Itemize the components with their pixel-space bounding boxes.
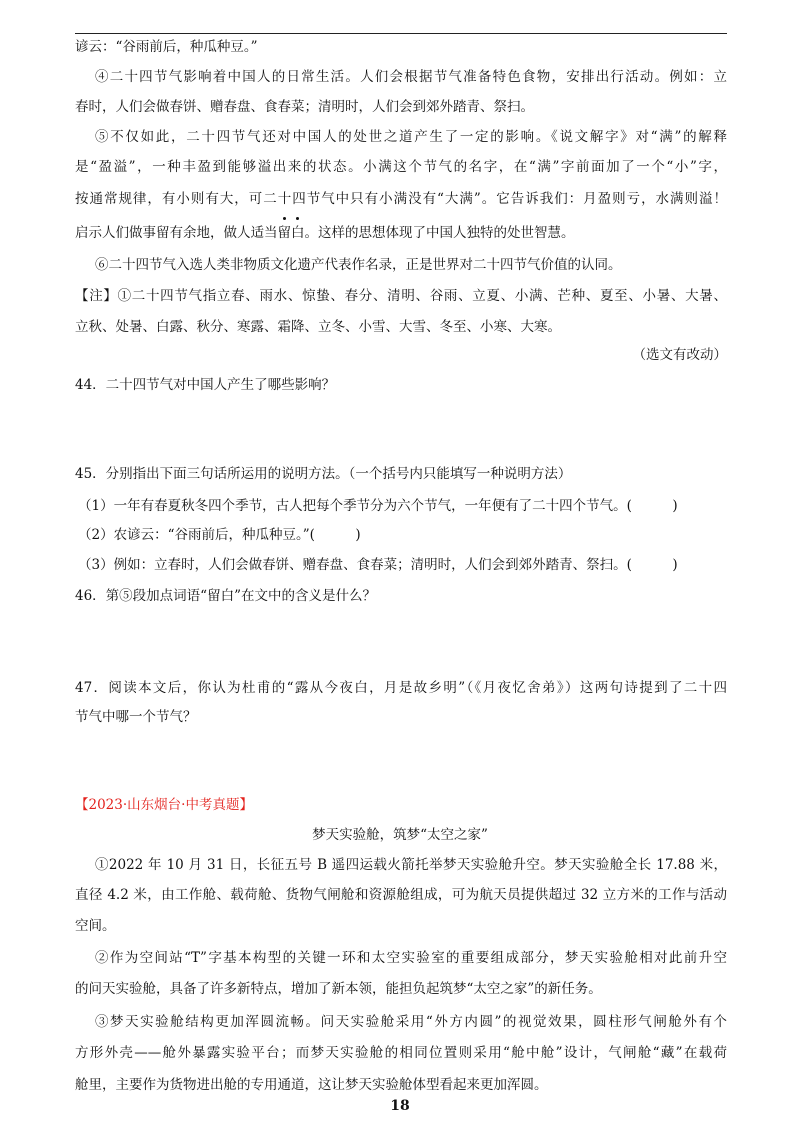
paragraph-4-line-2: 春时，人们会做春饼、赠春盘、食春菜；清明时，人们会到郊外踏青、祭扫。 (75, 99, 534, 115)
top-rule (75, 33, 727, 34)
question-45-item-2: （2）农谚云：“谷雨前后，种瓜种豆。”( ) (78, 527, 361, 543)
paragraph-3-line-1: ③梦天实验舱结构更加浑圆流畅。问天实验舱采用“外方内圆”的视觉效果，圆柱形气闸舱外有个 (95, 1014, 727, 1030)
paragraph-3-line-2: 方形外壳——舱外暴露实验平台；而梦天实验舱的相同位置则采用“舱中舱”设计，气闸舱“藏”在载荷 (75, 1045, 727, 1061)
page-number: 18 (390, 1098, 410, 1114)
paragraph-4-line-1: ④二十四节气影响着中国人的日常生活。人们会根据节气准备特色食物，安排出行活动。例如：立 (95, 69, 727, 85)
question-45-item-3: （3）例如：立春时，人们会做春饼、赠春盘、食春菜；清明时，人们会到郊外踏青、祭扫。( ) (78, 557, 678, 573)
question-45-item-1: （1）一年有春夏秋冬四个季节，古人把每个季节分为六个节气，一年便有了二十四个节气。( ) (78, 498, 678, 514)
paragraph-5-line-1: ⑤不仅如此，二十四节气还对中国人的处世之道产生了一定的影响。《说文解字》对“满”的解释 (95, 129, 727, 145)
paragraph-2-line-1: ②作为空间站“T”字基本构型的关键一环和太空实验室的重要组成部分，梦天实验舱相对此前升空 (95, 950, 727, 966)
paragraph-3-line-3: 舱里，主要作为货物进出舱的专用通道，这让梦天实验舱体型看起来更加浑圆。 (75, 1077, 548, 1093)
question-47-line-2: 节气中哪一个节气？ (75, 709, 197, 725)
source-note: （选文有改动） (632, 347, 727, 363)
paragraph-1-line-3: 空间。 (75, 918, 116, 934)
emphasis-char-liu: 留 (277, 225, 291, 241)
passage-title: 梦天实验舱，筑梦“太空之家” (312, 827, 488, 843)
emphasis-char-bai: 白 (291, 225, 305, 241)
note-line-1: 【注】①二十四节气指立春、雨水、惊蛰、春分、清明、谷雨、立夏、小满、芒种、夏至、小暑、大暑、 (75, 288, 727, 304)
paragraph-1-line-1: ①2022 年 10 月 31 日，长征五号 B 遥四运载火箭托举梦天实验舱升空。梦天实验舱全长 17.88 米， (95, 857, 727, 873)
paragraph-5-line-4-after: 。这样的思想体现了中国人独特的处世智慧。 (304, 225, 575, 241)
note-line-2: 立秋、处暑、白露、秋分、寒露、霜降、立冬、小雪、大雪、冬至、小寒、大寒。 (75, 319, 561, 335)
question-46: 46．第⑤段加点词语“留白”在文中的含义是什么？ (75, 588, 376, 604)
paragraph-5-line-3: 按通常规律，有小则有大，可二十四节气中只有小满没有“大满”。它告诉我们：月盈则亏，水满则溢！ (75, 191, 727, 207)
paragraph-5-line-4 (75, 223, 575, 243)
proverb-line: 谚云：“谷雨前后，种瓜种豆。” (75, 39, 258, 55)
paragraph-2-line-2: 的问天实验舱，具备了许多新特点，增加了新本领，能担负起筑梦“太空之家”的新任务。 (75, 981, 602, 997)
paragraph-1-line-2: 直径 4.2 米，由工作舱、载荷舱、货物气闸舱和资源舱组成，可为航天员提供超过 32 立方米的工作与活动 (75, 887, 727, 903)
question-45-stem: 45．分别指出下面三句话所运用的说明方法。（一个括号内只能填写一种说明方法） (75, 466, 572, 482)
paragraph-5-line-2: 是“盈溢”，一种丰盈到能够溢出来的状态。小满这个节气的名字，在“满”字前面加了一个“小”字， (75, 159, 727, 175)
paragraph-5-line-4-before: 启示人们做事留有余地，做人适当 (75, 225, 278, 241)
question-44: 44．二十四节气对中国人产生了哪些影响？ (75, 377, 336, 393)
question-47-line-1: 47．阅读本文后，你认为杜甫的“露从今夜白，月是故乡明”（《月夜忆舍弟》）这两句诗提到了二十四 (75, 680, 727, 696)
source-tag: 【2023·山东烟台·中考真题】 (75, 797, 253, 813)
paragraph-6: ⑥二十四节气入选人类非物质文化遗产代表作名录，正是世界对二十四节气价值的认同。 (95, 257, 622, 273)
